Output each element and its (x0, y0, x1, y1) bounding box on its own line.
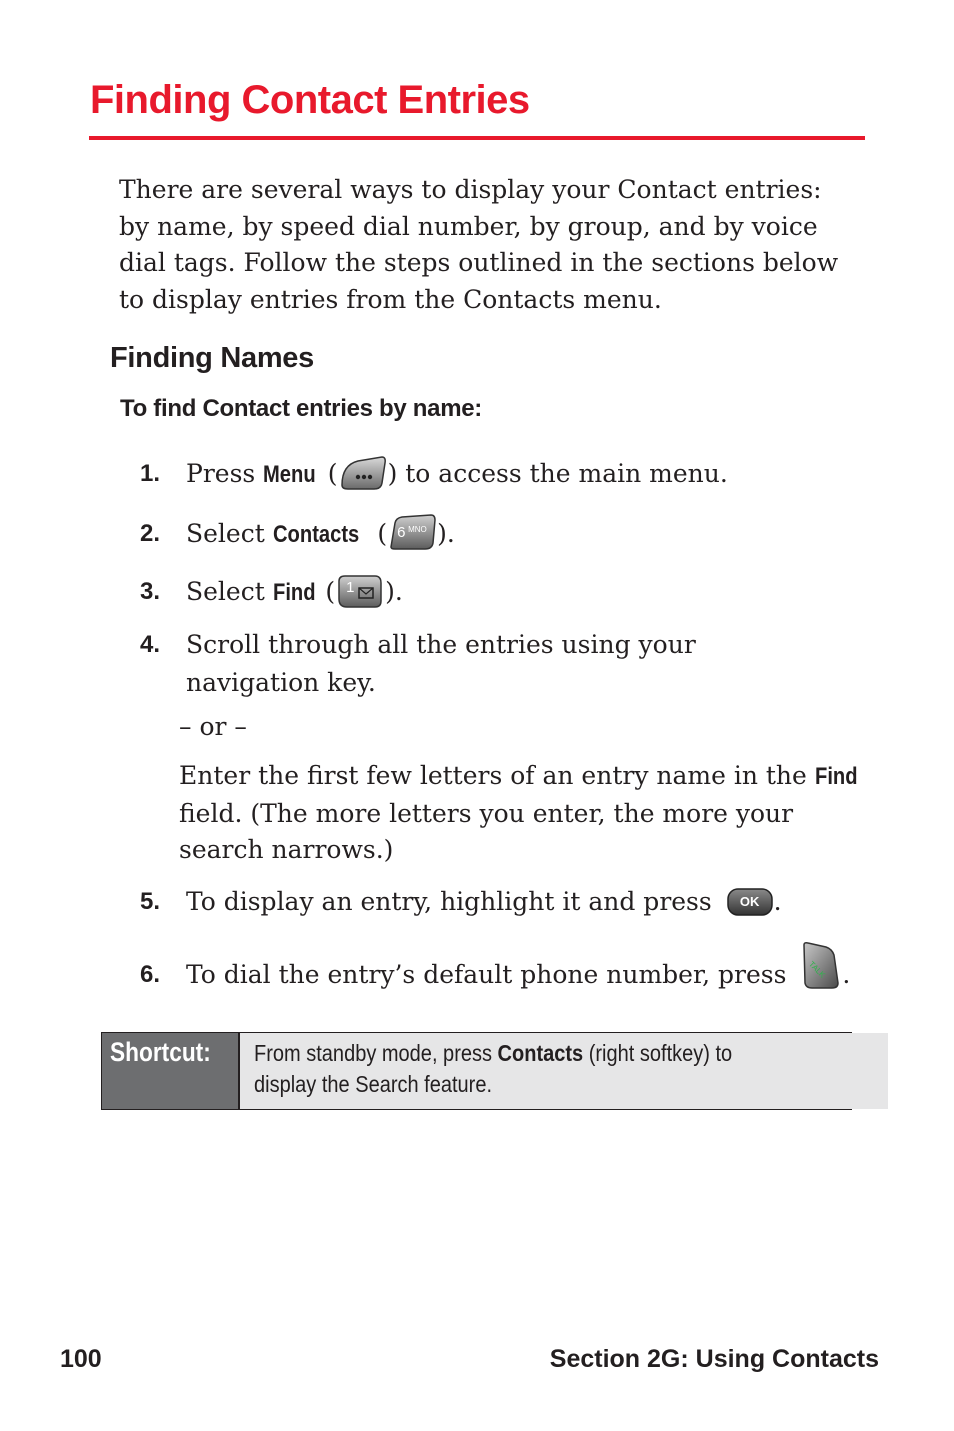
procedure-heading: To find Contact entries by name: (120, 395, 482, 422)
keyword-contacts: Contacts (272, 521, 359, 548)
section-footer: Section 2G: Using Contacts (549, 1345, 879, 1373)
six-mno-key-icon: 6 MNO (387, 513, 437, 551)
page-number: 100 (60, 1345, 102, 1373)
one-voicemail-key-icon: 1 (335, 573, 385, 609)
shortcut-box (101, 1032, 852, 1110)
shortcut-label-cell (102, 1033, 240, 1109)
menu-key-icon (338, 455, 388, 491)
alternative-instruction: Enter the first few letters of an entry name in the Find field. (The more letters you enter, the more your search narrows.) (179, 761, 858, 864)
page-title: Finding Contact Entries (90, 78, 530, 122)
title-rule (89, 136, 865, 140)
shortcut-label: Shortcut: (110, 1037, 211, 1067)
step-number: 1. (140, 460, 161, 487)
talk-key-icon: TALK (798, 941, 842, 991)
keyword-find: Find (272, 579, 316, 606)
intro-paragraph: There are several ways to display your Contact entries: by name, by speed dial number, by group, and by voice dial tags. Follow the steps outlined in the sections below to display entries from the Contacts menu. (119, 175, 839, 314)
section-heading: Finding Names (110, 342, 314, 374)
or-separator: – or – (179, 712, 247, 741)
keyword-contacts: Contacts (497, 1040, 584, 1066)
keyword-find: Find (814, 763, 858, 790)
keyword-menu: Menu (263, 461, 316, 488)
ok-key-icon: OK (726, 886, 774, 918)
shortcut-text-cell: From standby mode, press Contacts (right softkey) to display the Search feature. (240, 1033, 888, 1109)
